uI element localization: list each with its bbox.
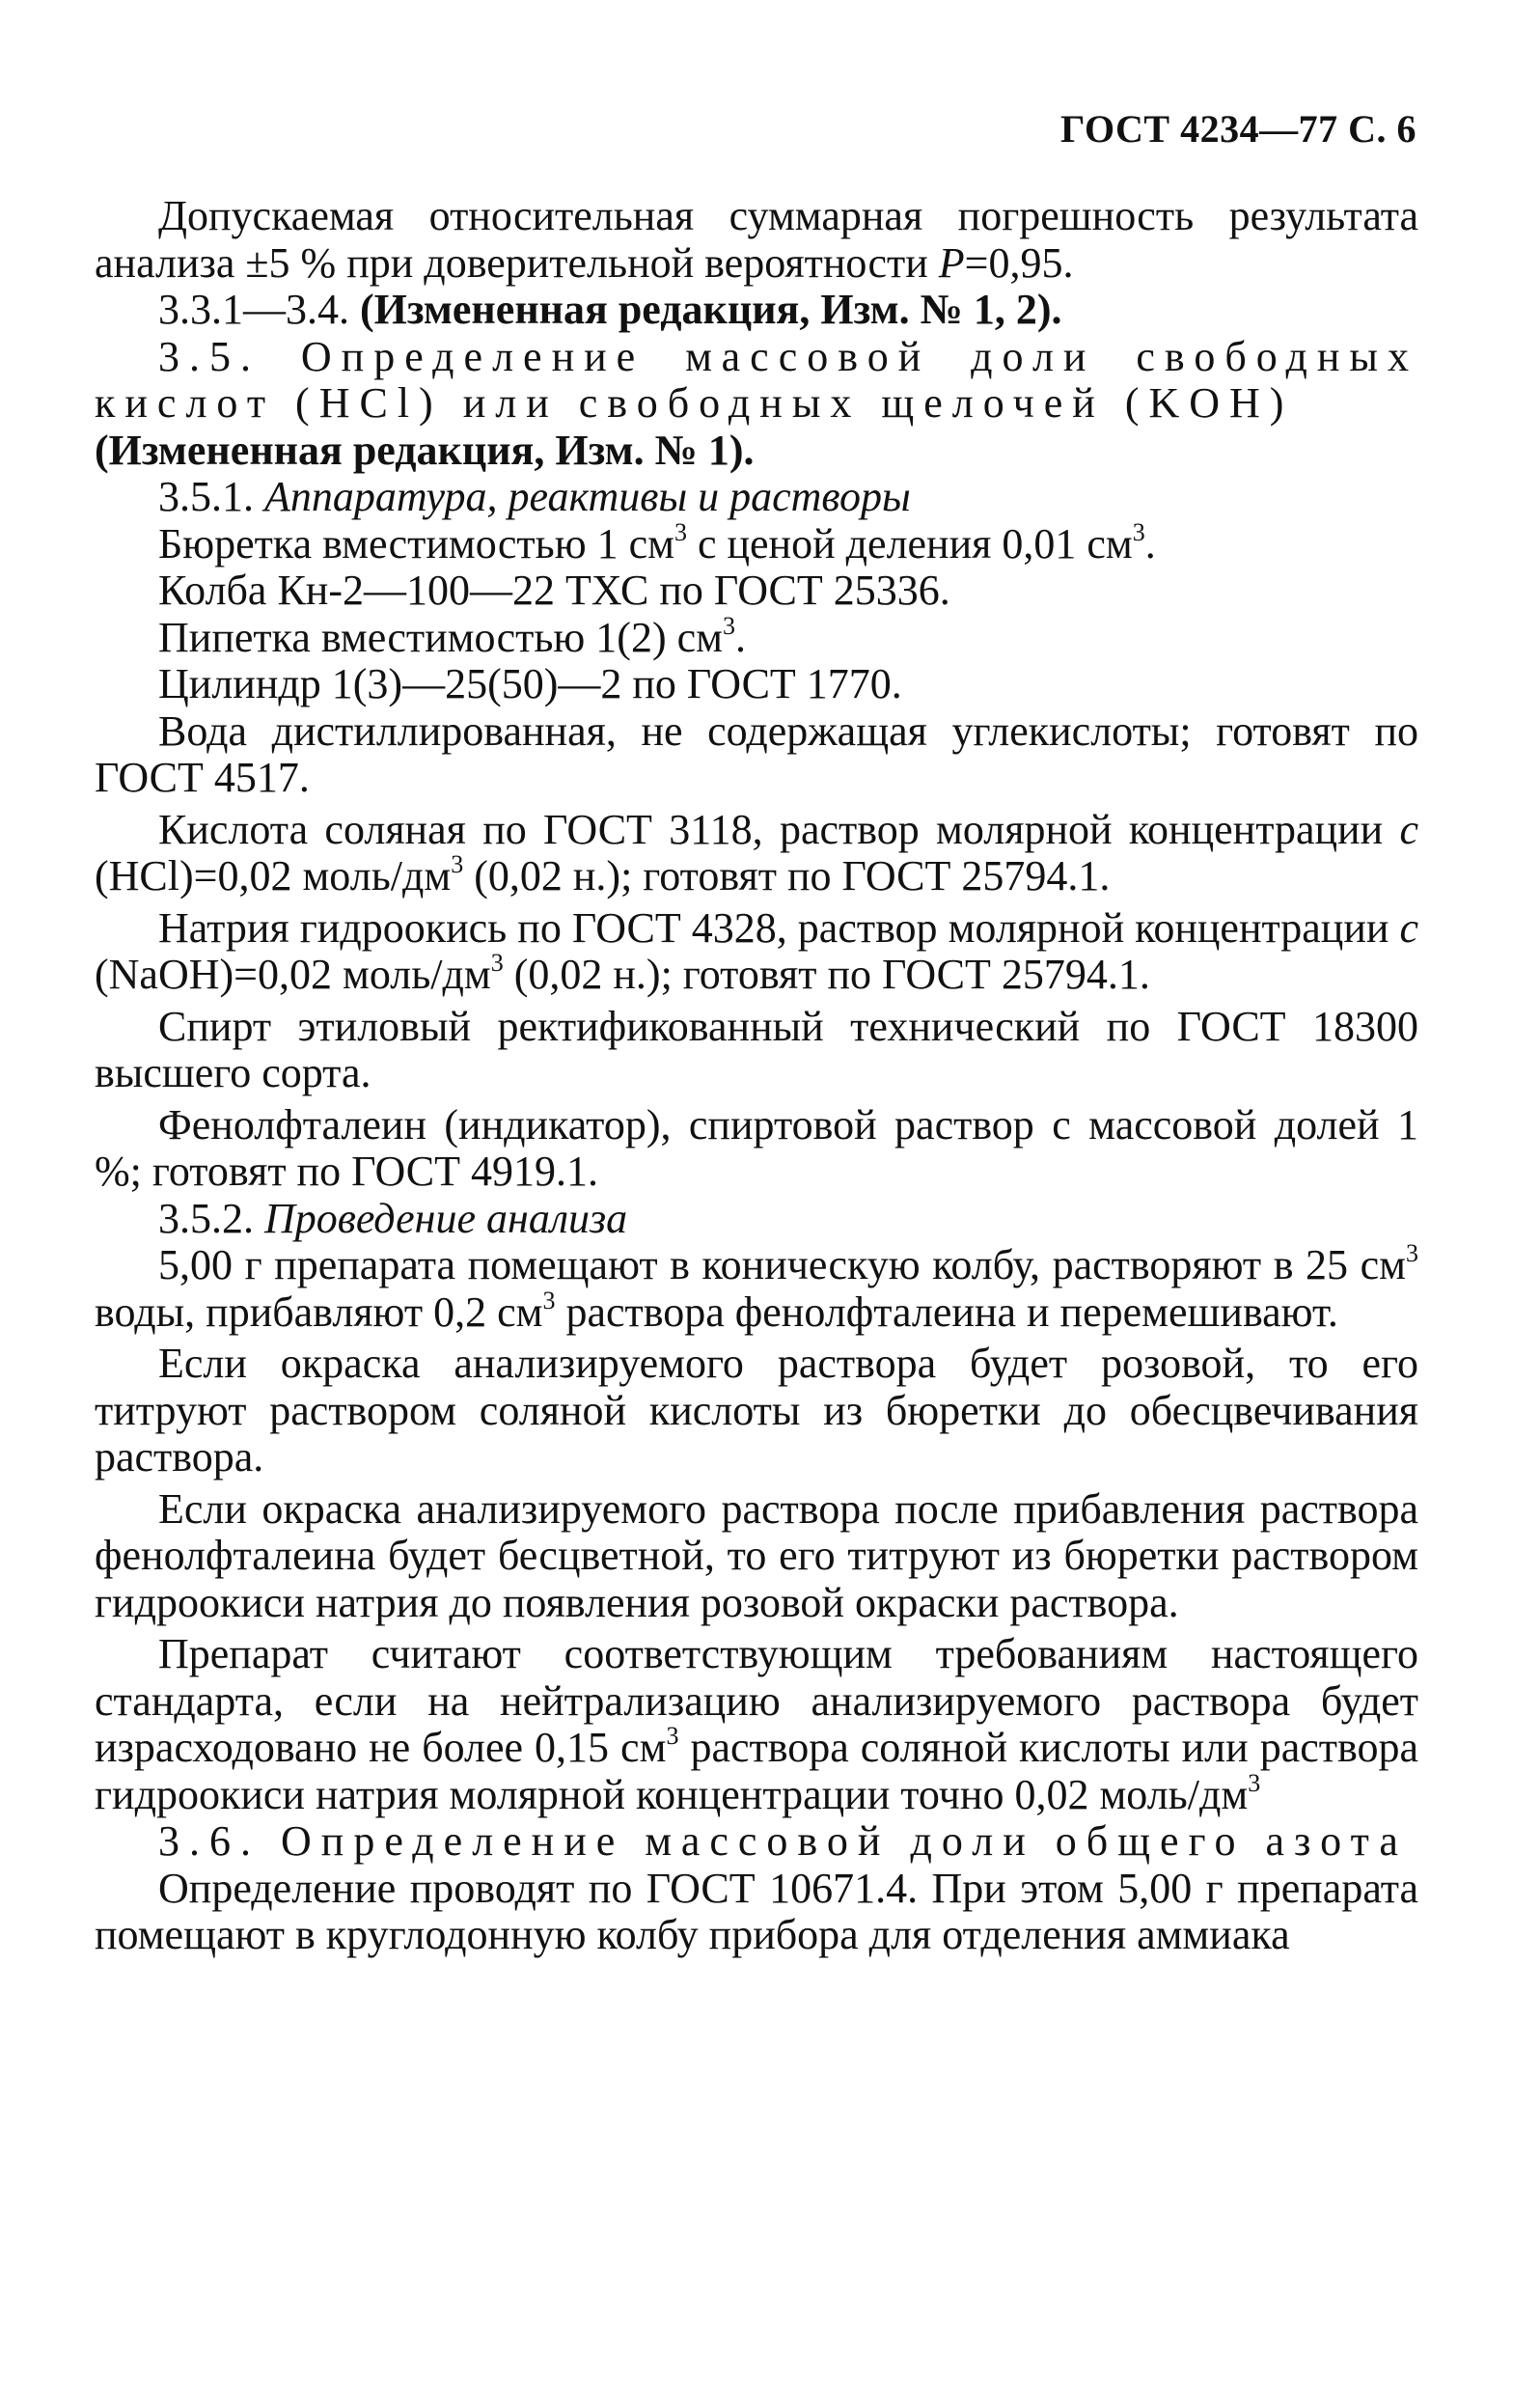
paragraph-nitrogen: Определение проводят по ГОСТ 10671.4. При этом 5,00 г препарата помещают в круглодонную колбу прибора для отделения аммиака [95,1864,1418,1958]
text: (NaOH)=0,02 моль/дм [95,951,491,998]
paragraph-naoh [95,905,1418,999]
paragraph-phenolphthalein: Фенолфталеин (индикатор), спиртовой раствор с массовой долей 1 %; готовят по ГОСТ 4919.1. [95,1100,1418,1195]
text: (0,02 н.); готовят по ГОСТ 25794.1. [474,852,1111,900]
paragraph-colorless: Если окраска анализируемого раствора после прибавления раствора фенолфталеина будет бесцветной, то его титруют из бюретки раствором гидроокиси натрия до появления розовой окраски раствора. [95,1484,1418,1626]
revision-note: (Измененная редакция, Изм. № 1, 2). [360,286,1062,333]
paragraph-cylinder: Цилиндр 1(3)—25(50)—2 по ГОСТ 1770. [158,660,902,707]
paragraph-pink: Если окраска анализируемого раствора будет розовой, то его титруют раствором соляной кислоты из бюретки до обесцвечивания раствора. [95,1340,1418,1481]
text: Кислота соляная по ГОСТ 3118, раствор молярной концентрации [158,805,1384,853]
text: раствора фенолфталеина и перемешивают. [565,1287,1338,1336]
text: (0,02 н.); готовят по ГОСТ 25794.1. [513,951,1150,998]
superscript: 3 [1248,1768,1261,1797]
superscript: 3 [451,850,464,879]
text: Натрия гидроокись по ГОСТ 4328, раствор молярной концентрации [158,903,1389,952]
paragraph-flask: Колба Кн-2—100—22 ТХС по ГОСТ 25336. [158,567,950,614]
text: (HCl)=0,02 моль/дм [95,852,452,900]
paragraph-error [95,193,1418,287]
text: =0,95. [964,238,1074,287]
superscript: 3 [722,611,735,640]
variable-c: c [1399,805,1418,853]
variable-p: P [938,238,965,287]
document-body [95,193,1418,1959]
section-number: 3.5.2. [158,1194,254,1242]
superscript: 3 [674,517,687,546]
text: Препарат считают соответствующим требованиям настоящего стандарта, если на нейтрализацию анализируемого раствора будет израсходовано не более 0,15 см [95,1630,1418,1771]
revision-note: (Измененная редакция, Изм. № 1). [95,426,755,474]
superscript: 3 [542,1286,556,1315]
text: с ценой деления 0,01 см [686,519,1133,567]
superscript: 3 [490,949,504,978]
page-header: ГОСТ 4234—77 С. 6 [1059,107,1416,151]
subsection-heading-3-5-2 [95,1196,1418,1243]
variable-c: c [1399,903,1418,952]
text: 5,00 г препарата помещают в коническую колбу, растворяют в 25 см [158,1241,1406,1288]
text: Пипетка вместимостью 1(2) см [158,613,723,661]
superscript: 3 [1132,517,1145,546]
superscript: 3 [666,1722,679,1751]
subsection-heading-3-5-1 [95,474,1418,521]
section-heading-3-5: 3.5. Определение массовой доли свободных кислот (HCl) или свободных щелочей (KOH) [95,332,1418,427]
text: воды, прибавляют 0,2 см [95,1287,543,1336]
section-number: 3.5.1. [158,473,254,520]
paragraph-burette: Бюретка вместимостью 1 $см^3$ с ценой деления 0,01 $см^3$. [158,517,1156,567]
paragraph-hcl [95,807,1418,900]
paragraph-procedure [95,1239,1418,1336]
text: Бюретка вместимостью 1 см [158,519,674,567]
paragraph-pipette: Пипетка вместимостью 1(2) $см^3$. [158,611,746,661]
superscript: 3 [1406,1239,1418,1268]
text: раствора соляной кислоты или раствора гидроокиси натрия молярной концентрации точно 0,02 моль/дм [95,1724,1418,1818]
paragraph-revision-1 [95,287,1418,334]
paragraph-acceptance [95,1631,1418,1818]
subsection-title: Проведение анализа [264,1194,628,1242]
subsection-title: Аппаратура, реактивы и растворы [264,473,911,520]
paragraph-water: Вода дистиллированная, не содержащая углекислоты; готовят по ГОСТ 4517. [95,706,1418,801]
section-number: 3.3.1—3.4. [158,286,349,333]
paragraph-revision-2 [95,428,1418,475]
section-heading-3-6: 3.6. Определение массовой доли общего азота [158,1817,1408,1865]
text: Допускаемая относительная суммарная погрешность результата анализа ±5 % при доверительной вероятности [95,192,1418,287]
paragraph-ethanol: Спирт этиловый ректификованный технический по ГОСТ 18300 высшего сорта. [95,1002,1418,1096]
